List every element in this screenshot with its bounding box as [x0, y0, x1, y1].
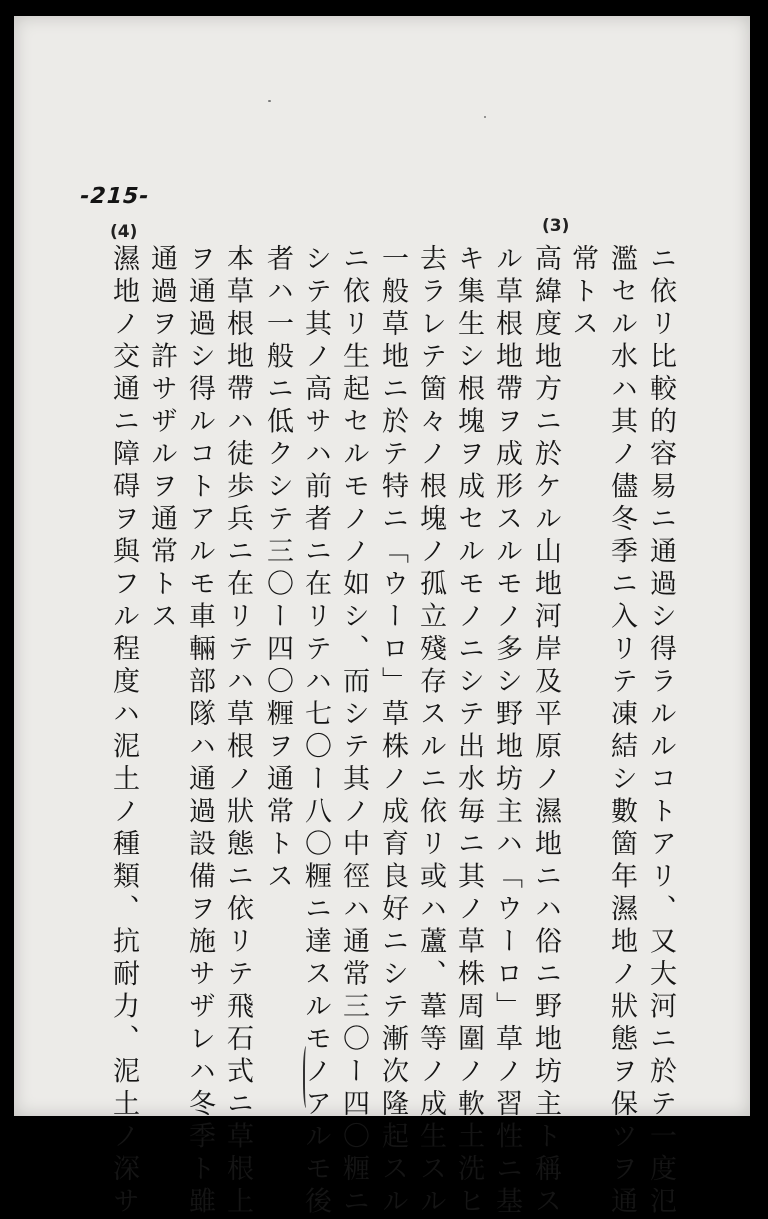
text-column-9: ニ依リ生起セルモノノ如シ、而シテ其ノ中徑ハ通常三〇ー四〇糎ニ [338, 244, 369, 1219]
section-marker-3: (3) [542, 216, 570, 236]
paper-speck [268, 100, 271, 102]
text-column-15: 濕地ノ交通ニ障碍ヲ與フル程度ハ泥土ノ種類、抗耐力、泥土ノ深サ [108, 244, 139, 1219]
text-column-3: 常トス [567, 244, 598, 342]
pencil-mark [303, 1046, 311, 1108]
text-column-2: 濫セル水ハ其ノ儘冬季ニ入リテ凍結シ數箇年濕地ノ狀態ヲ保ツヲ通 [606, 244, 637, 1219]
text-column-7: 去ラレテ箇々ノ根塊ノ孤立殘存スルニ依リ或ハ蘆、葦等ノ成生スル [415, 244, 446, 1219]
document-page [14, 16, 750, 1219]
text-column-13: ヲ通過シ得ルコトアルモ車輛部隊ハ通過設備ヲ施サザレハ冬季ト雖 [184, 244, 215, 1219]
section-marker-4: (4) [110, 222, 138, 242]
text-column-14: 通過ヲ許サザルヲ通常トス [146, 244, 177, 634]
paper-speck [484, 116, 486, 118]
text-column-4: 高緯度地方ニ於ケル山地河岸及平原ノ濕地ニハ俗ニ野地坊主ト稱ス [530, 244, 561, 1219]
text-column-8: 一般草地ニ於テ特ニ「ウーロ」草株ノ成育良好ニシテ漸次隆起スル [377, 244, 408, 1219]
text-column-10: シテ其ノ高サハ前者ニ在リテハ七〇ー八〇糎ニ達スルモノアルモ後 [300, 244, 331, 1219]
text-column-6: キ集生シ根塊ヲ成セルモノニシテ出水毎ニ其ノ草株周圍ノ軟土洗ヒ [453, 244, 484, 1219]
page-number: -215- [76, 184, 153, 209]
text-column-12: 本草根地帶ハ徒歩兵ニ在リテハ草根ノ狀態ニ依リテ飛石式ニ草根上 [222, 244, 253, 1219]
text-column-11: 者ハ一般ニ低クシテ三〇ー四〇糎ヲ通常トス [262, 244, 293, 894]
text-column-1: ニ依リ比較的容易ニ通過シ得ラルルコトアリ、又大河ニ於テ一度氾 [645, 244, 676, 1219]
text-column-5: ル草根地帶ヲ成形スルモノ多シ野地坊主ハ「ウーロ」草ノ習性ニ基 [491, 244, 522, 1219]
